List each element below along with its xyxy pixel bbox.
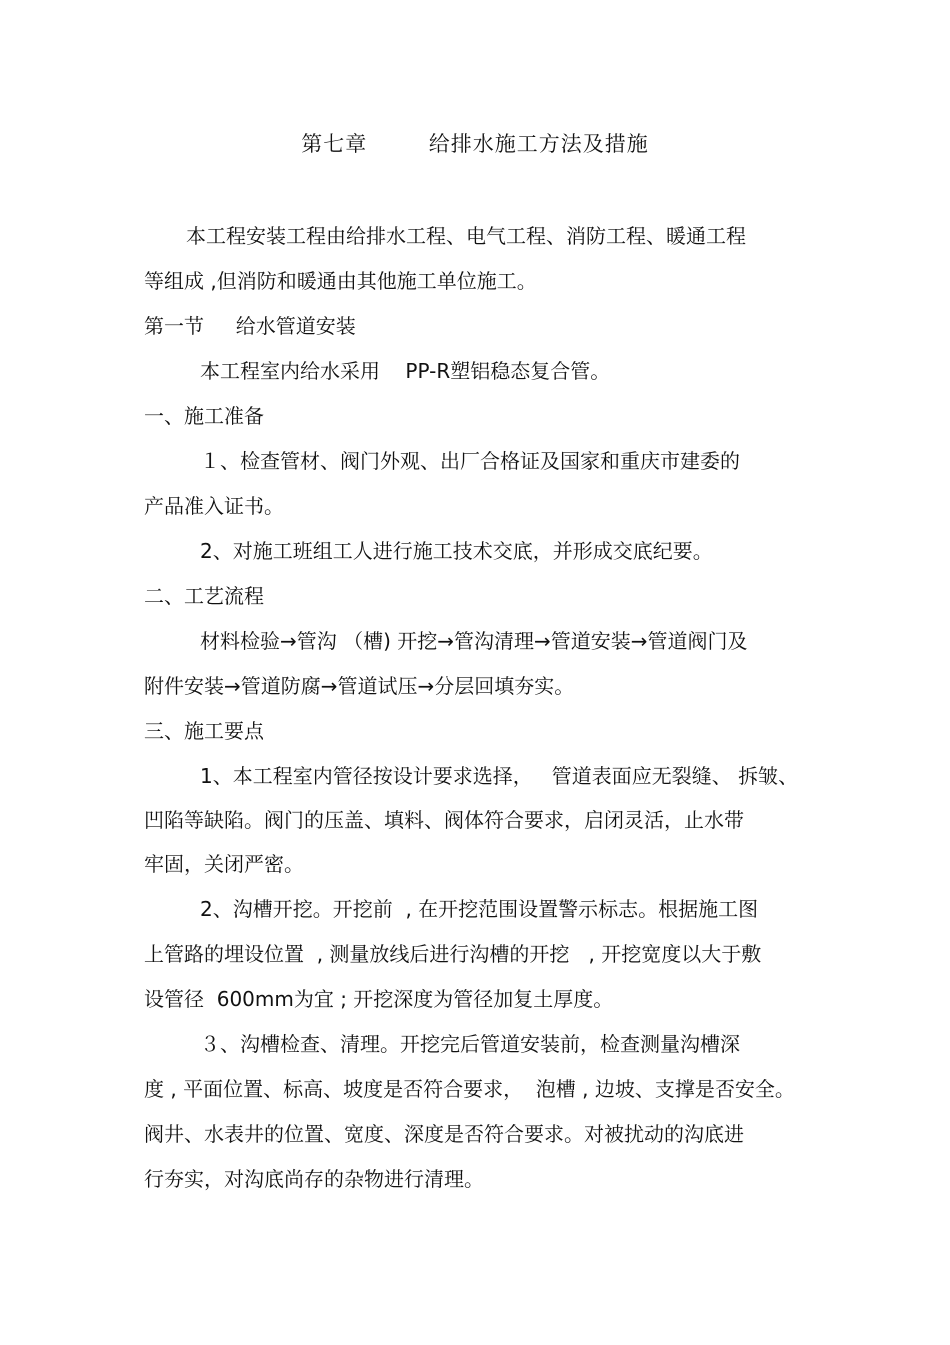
subsection-heading: 三、施工要点 (144, 719, 264, 743)
paragraph-line: 行夯实，对沟底尚存的杂物进行清理。 (144, 1167, 484, 1191)
paragraph-line: 阀井、水表井的位置、宽度、深度是否符合要求。对被扰动的沟底进 (144, 1122, 744, 1146)
paragraph-line: 等组成 ,但消防和暖通由其他施工单位施工。 (144, 269, 537, 293)
paragraph-line: 设管径 600mm为宜 ; 开挖深度为管径加复土厚度。 (144, 987, 614, 1011)
subsection-heading: 二、工艺流程 (144, 584, 264, 608)
paragraph-line: 上管路的埋设位置 , 测量放线后进行沟槽的开挖 , 开挖宽度以大于敷 (144, 942, 762, 966)
paragraph-line: 材料检验→管沟 （槽) 开挖→管沟清理→管道安装→管道阀门及 (200, 629, 748, 653)
paragraph-line: 1、本工程室内管径按设计要求选择， 管道表面应无裂缝、 拆皱、 (200, 764, 799, 788)
paragraph-line: 2、沟槽开挖。开挖前 , 在开挖范围设置警示标志。根据施工图 (200, 897, 759, 921)
paragraph-line: 附件安装→管道防腐→管道试压→分层回填夯实。 (144, 674, 575, 698)
paragraph-line: 本工程安装工程由给排水工程、电气工程、消防工程、暖通工程 (186, 224, 746, 248)
chapter-title: 第七章 给排水施工方法及措施 (301, 132, 649, 156)
paragraph-line: 牢固，关闭严密。 (144, 852, 304, 876)
section-heading: 第一节 给水管道安装 (144, 314, 356, 338)
paragraph-line: 凹陷等缺陷。阀门的压盖、填料、阀体符合要求，启闭灵活，止水带 (144, 808, 744, 832)
paragraph-line: ３、沟槽检查、清理。开挖完后管道安装前，检查测量沟槽深 (200, 1032, 740, 1056)
paragraph-line: 产品准入证书。 (144, 494, 284, 518)
paragraph-line: 度 , 平面位置、标高、坡度是否符合要求， 泡槽 , 边坡、支撑是否安全。 (144, 1077, 795, 1101)
paragraph-line: １、检查管材、阀门外观、出厂合格证及国家和重庆市建委的 (200, 449, 740, 473)
subsection-heading: 一、施工准备 (144, 404, 264, 428)
paragraph-line: 2、对施工班组工人进行施工技术交底，并形成交底纪要。 (200, 539, 713, 563)
paragraph-line: 本工程室内给水采用 PP-R塑铝稳态复合管。 (200, 359, 611, 383)
